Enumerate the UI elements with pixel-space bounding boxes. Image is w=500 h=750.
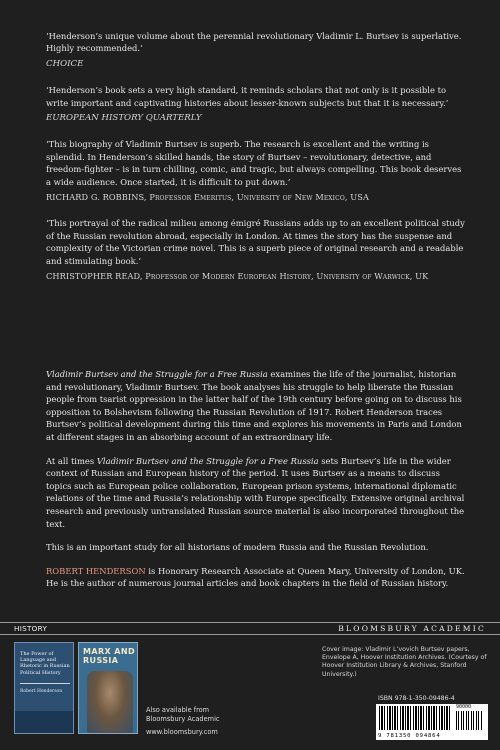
cover-image-credit: Cover image: Vladimir L’vovich Burtsev papers, Envelope A, Hoover Institution Archives. (Courtesy of Hoover Institution Library & Archives, Stanford University.) [322,646,487,678]
barcode-digits: 9 781350 094864 [378,733,441,739]
also-available-line: Bloomsbury Academic [146,714,220,723]
reviews-section [46,30,466,297]
barcode-addon-bars [456,711,482,730]
review-ehq [46,84,466,124]
paragraph-text: examines the life of the journalist, historian and revolutionary, Vladimir Burtsev. The book analyses his struggle to help liberate the Russian people from tsarist oppression in the latter half of the 19th century before going on to discuss his opposition to Bolshevism following the Russian Revolution of 1917. Robert Henderson traces Burtsev’s political development during this time and explores his movements in Paris and London at different stages in an absorbing account of an extraordinary life. [46,369,462,442]
author-bio-text: is Honorary Research Associate at Queen Mary, University of London, UK. He is the author of numerous journal articles and book chapters in the field of Russian history. [46,565,465,589]
book-title: Vladimir Burtsev and the Struggle for a Free Russia [46,369,268,379]
also-available-line: Also available from [146,706,210,714]
cover-footer [0,622,500,750]
isbn-number: ISBN 978-1-350-09486-4 [378,695,455,702]
related-book-title: The Power of Language and Rhetoric in Russian Political History [20,651,70,676]
description-paragraph-3: This is an important study for all historians of modern Russia and the Russian Revolution. [46,542,429,553]
review-quote: ‘This portrayal of the radical milieu among émigré Russians adds up to an excellent political study of the Russian revolution abroad, especially in London. At times the story has the suspense and complexity of the Victorian crime novel. This is a superb piece of original research and a readable and stimulating book.’ [46,218,465,266]
publisher-website: www.bloomsbury.com [146,728,218,737]
also-available [146,706,220,737]
review-read [46,217,466,282]
review-robbins [46,138,466,203]
cover-portrait-image [87,671,133,733]
author-bio [46,565,466,590]
category-label: HISTORY [14,624,48,633]
book-title: Vladimir Burtsev and the Struggle for a Free Russia [96,455,319,466]
cover-bottom-band [15,711,74,733]
review-quote: ‘This biography of Vladimir Burtsev is superb. The research is excellent and the writing is splendid. In Henderson’s skilled hands, the story of Burtsev – revolutionary, detective, and freedom-fighter – is in turn chilling, comic, and tragic, but always compelling. This book deserves a wide audience. Once started, it is difficult to put down.’ [46,139,462,187]
book-description [46,368,466,601]
review-source: CHRISTOPHER READ, Professor of Modern European History, University of Warwick, UK [46,271,429,282]
barcode-addon-digits: 90000 [456,704,472,710]
review-source: RICHARD G. ROBBINS, Professor Emeritus, University of New Mexico, USA [46,192,369,203]
publisher-name: BLOOMSBURY ACADEMIC [338,624,486,633]
description-paragraph-1 [46,368,466,444]
related-book-cover-2 [78,642,138,734]
related-book-cover-1 [14,642,74,734]
author-name: ROBERT HENDERSON [46,565,146,576]
review-source: CHOICE [46,58,84,69]
barcode [376,704,488,740]
related-book-author: Robert Henderson [20,689,63,694]
review-source: EUROPEAN HISTORY QUARTERLY [46,113,202,124]
description-paragraph-2 [46,455,466,531]
cover-divider [20,683,70,684]
paragraph-text: sets Burtsev’s life in the wider context of Russian and European history of the period. It uses Burtsev as a means to discuss topics such as European police collaboration, European prison systems, international diplomatic relations of the time and Russia’s relationship with Europe specifically. Extensive original archival research and previously untranslated Russian source material is also incorporated throughout the text. [46,455,465,529]
barcode-bars [379,706,451,730]
footer-band [0,622,500,635]
review-choice [46,30,466,70]
paragraph-text: At all times [46,455,97,466]
related-book-title: MARX AND RUSSIA [83,647,135,665]
review-quote: ‘Henderson’s unique volume about the perennial revolutionary Vladimir L. Burtsev is superlative. Highly recommended.’ [46,31,462,54]
review-quote: ‘Henderson’s book sets a very high standard, it reminds scholars that not only is it possible to write important and captivating histories about lesser-known subjects but that it is necessary.’ [46,85,449,108]
